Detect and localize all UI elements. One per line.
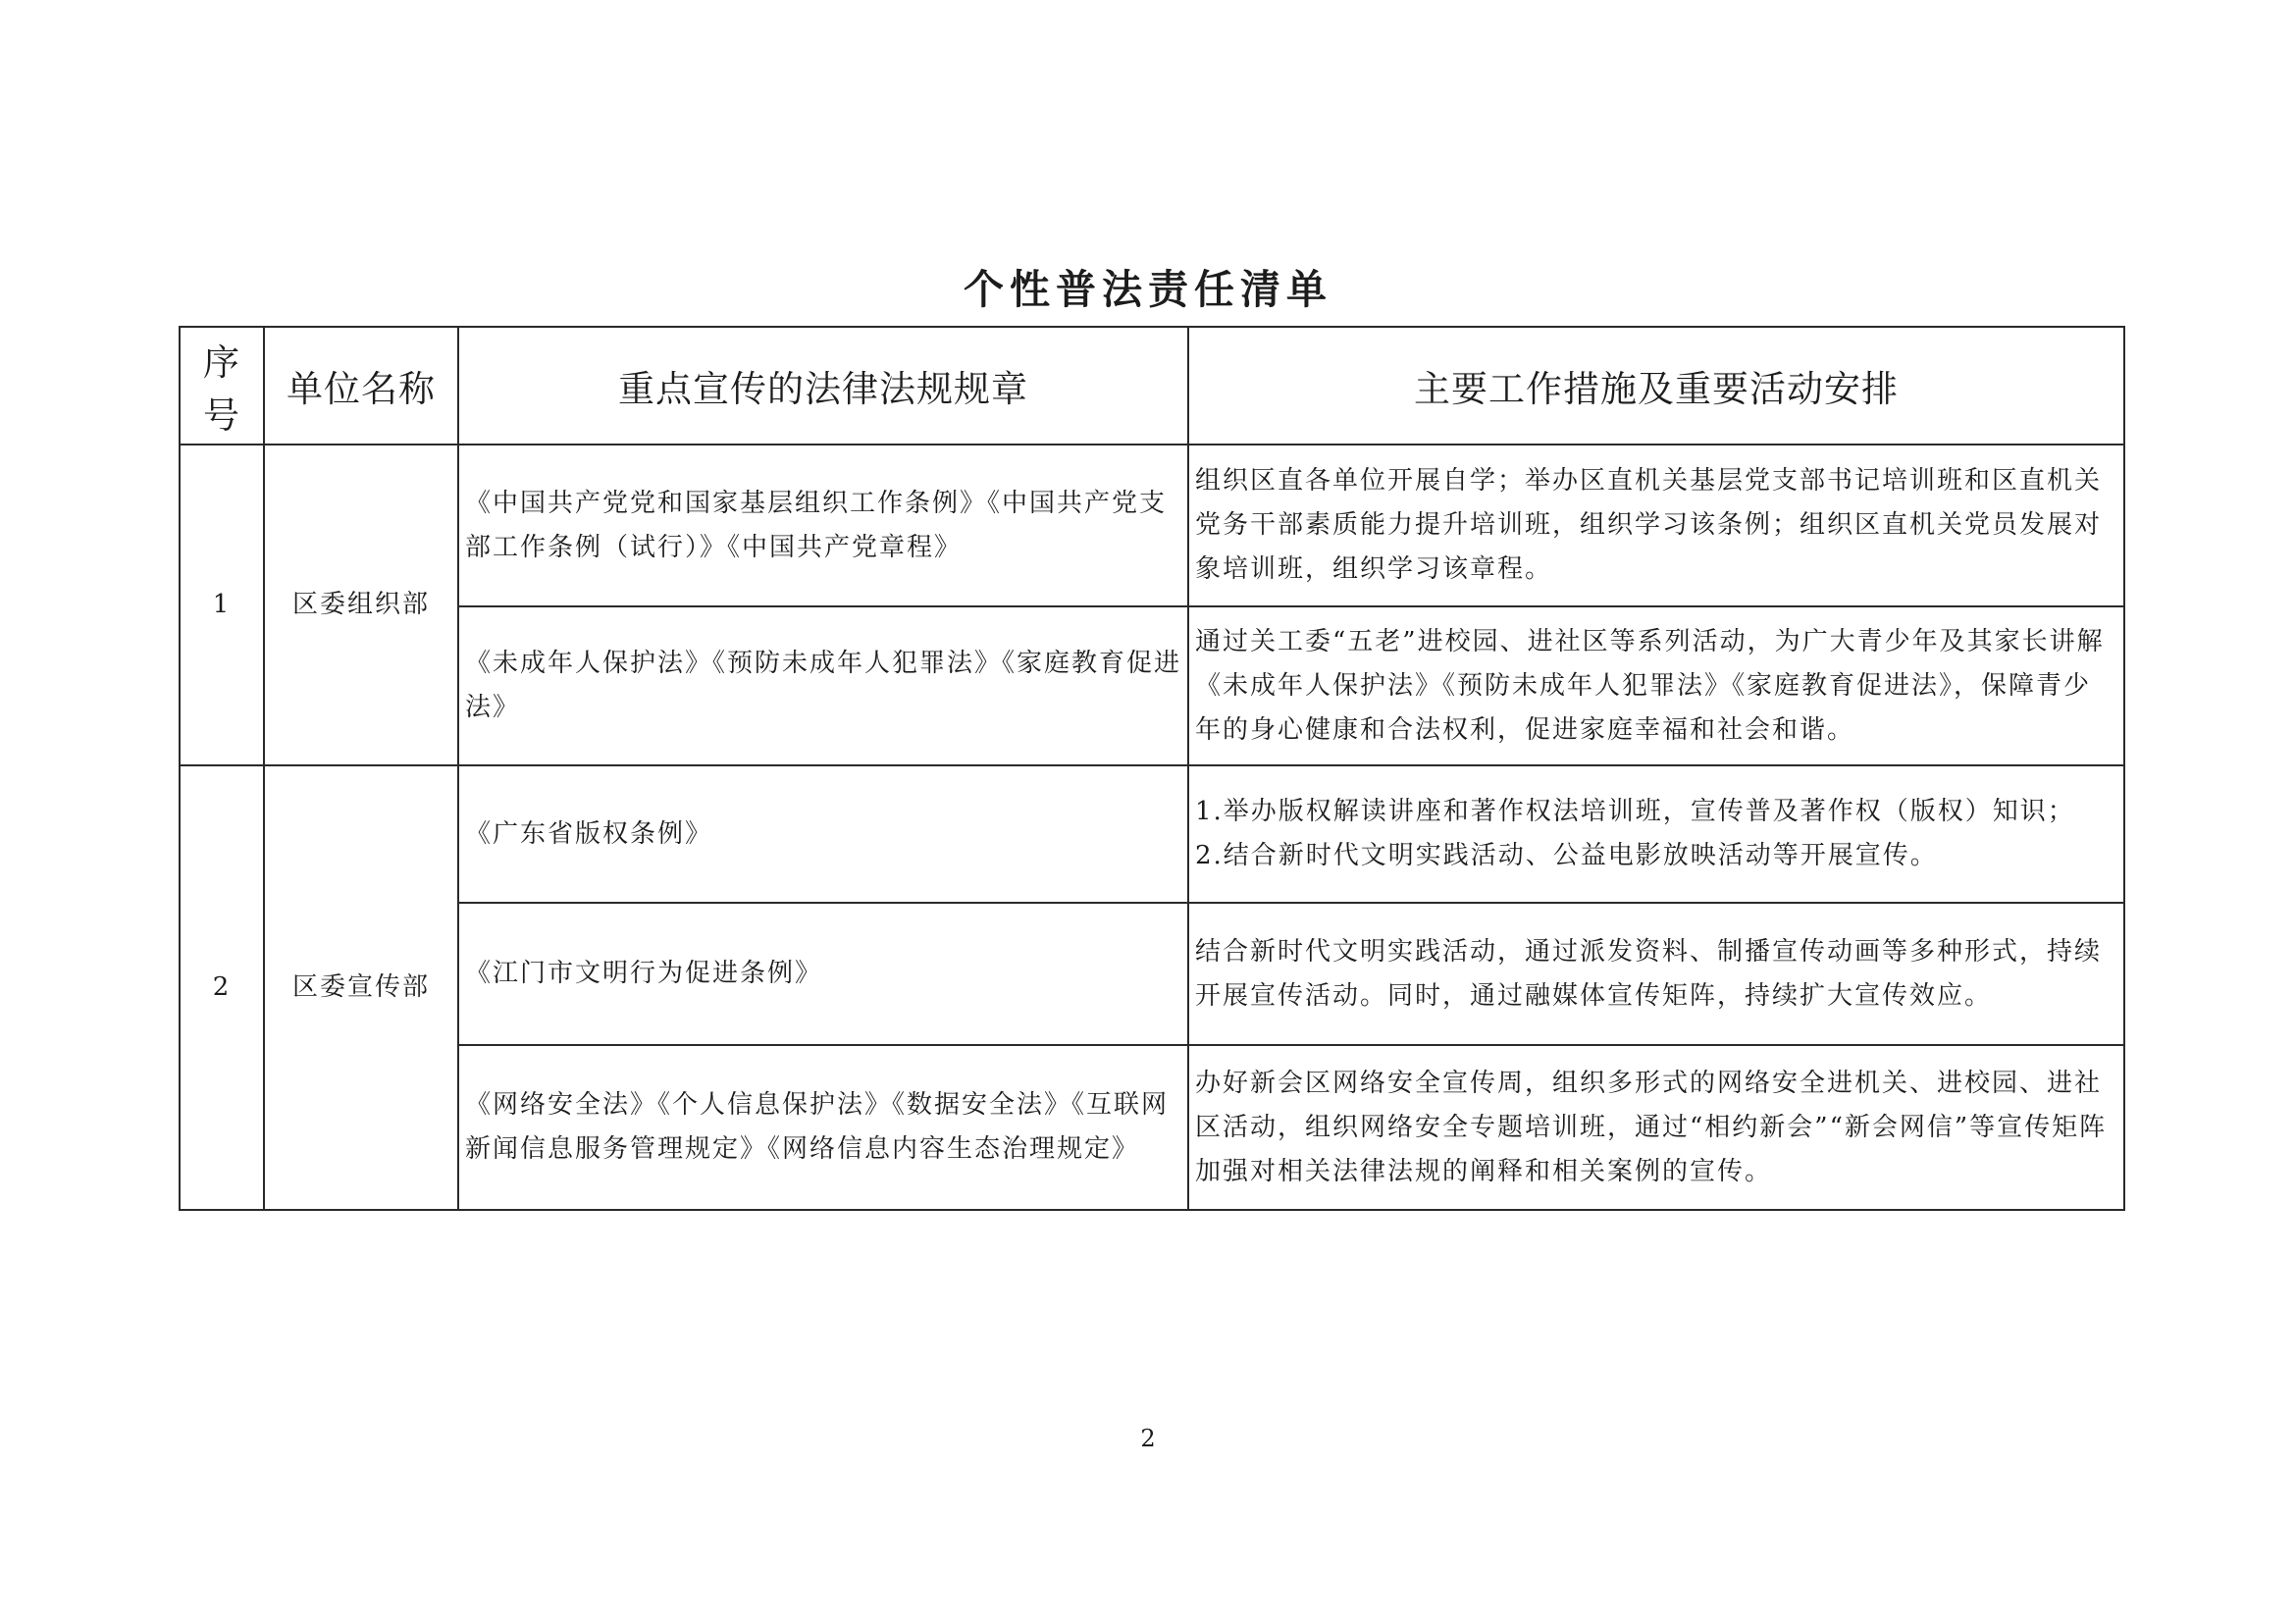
- table-row: [180, 765, 2124, 903]
- law-cell: 《江门市文明行为促进条例》: [458, 903, 1188, 1045]
- header-seq: 序号: [180, 327, 264, 445]
- table-row: [180, 903, 2124, 1045]
- responsibility-table: [179, 326, 2125, 1211]
- table-row: [180, 445, 2124, 606]
- unit-cell: 区委组织部: [264, 445, 458, 765]
- measure-cell: 组织区直各单位开展自学；举办区直机关基层党支部书记培训班和区直机关党务干部素质能力提升培训班，组织学习该条例；组织区直机关党员发展对象培训班，组织学习该章程。: [1188, 445, 2124, 606]
- measure-cell: 办好新会区网络安全宣传周，组织多形式的网络安全进机关、进校园、进社区活动，组织网络安全专题培训班，通过“相约新会”“新会网信”等宣传矩阵加强对相关法律法规的阐释和相关案例的宣传。: [1188, 1045, 2124, 1210]
- law-cell: 《广东省版权条例》: [458, 765, 1188, 903]
- measure-line: 1.举办版权解读讲座和著作权法培训班，宣传普及著作权（版权）知识；: [1195, 797, 2075, 826]
- seq-cell: 2: [180, 765, 264, 1210]
- header-measures: 主要工作措施及重要活动安排: [1188, 327, 2124, 445]
- law-cell: 《网络安全法》《个人信息保护法》《数据安全法》《互联网新闻信息服务管理规定》《网络信息内容生态治理规定》: [458, 1045, 1188, 1210]
- table-header-row: [180, 327, 2124, 445]
- law-cell: 《中国共产党党和国家基层组织工作条例》《中国共产党支部工作条例（试行）》《中国共产党章程》: [458, 445, 1188, 606]
- page-title: 个性普法责任清单: [964, 266, 1332, 313]
- measure-cell: [1188, 765, 2124, 903]
- page-number: 2: [1140, 1425, 1156, 1452]
- law-cell: 《未成年人保护法》《预防未成年人犯罪法》《家庭教育促进法》: [458, 606, 1188, 765]
- measure-line: 2.结合新时代文明实践活动、公益电影放映活动等开展宣传。: [1195, 841, 1938, 870]
- header-unit: 单位名称: [264, 327, 458, 445]
- unit-cell: 区委宣传部: [264, 765, 458, 1210]
- header-laws: 重点宣传的法律法规规章: [458, 327, 1188, 445]
- seq-cell: 1: [180, 445, 264, 765]
- table-row: [180, 1045, 2124, 1210]
- table-row: [180, 606, 2124, 765]
- measure-cell: 通过关工委“五老”进校园、进社区等系列活动，为广大青少年及其家长讲解《未成年人保护法》《预防未成年人犯罪法》《家庭教育促进法》，保障青少年的身心健康和合法权利，促进家庭幸福和社会和谐。: [1188, 606, 2124, 765]
- measure-cell: 结合新时代文明实践活动，通过派发资料、制播宣传动画等多种形式，持续开展宣传活动。同时，通过融媒体宣传矩阵，持续扩大宣传效应。: [1188, 903, 2124, 1045]
